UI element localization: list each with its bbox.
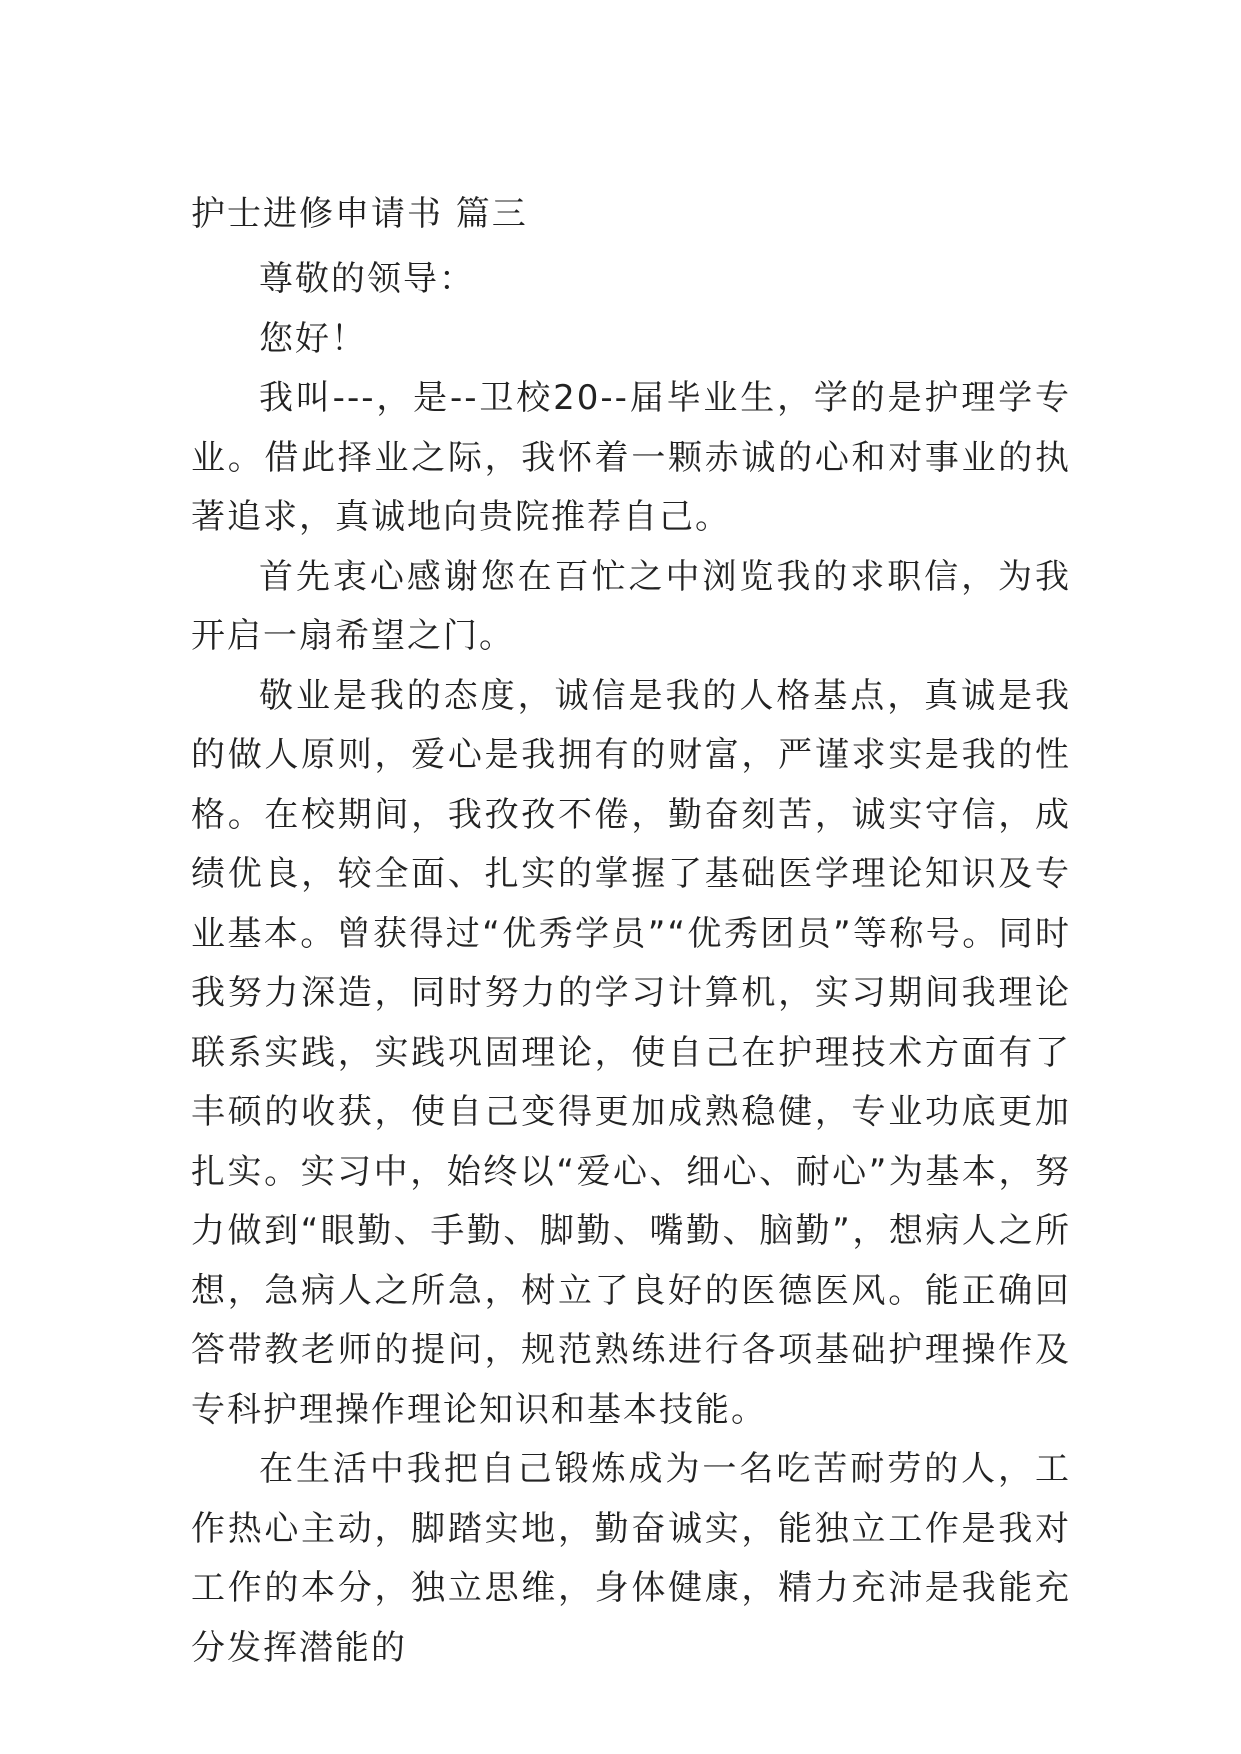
paragraph-qualifications: 敬业是我的态度，诚信是我的人格基点，真诚是我的做人原则，爱心是我拥有的财富，严谨求实是我的性格。在校期间，我孜孜不倦，勤奋刻苦，诚实守信，成绩优良，较全面、扎实的掌握了基础医学理论知识及专业基本。曾获得过“优秀学员”“优秀团员”等称号。同时我努力深造，同时努力的学习计算机，实习期间我理论联系实践，实践巩固理论，使自己在护理技术方面有了丰硕的收获，使自己变得更加成熟稳健，专业功底更加扎实。实习中，始终以“爱心、细心、耐心”为基本，努力做到“眼勤、手勤、脚勤、嘴勤、脑勤”，想病人之所想，急病人之所急，树立了良好的医德医风。能正确回答带教老师的提问，规范熟练进行各项基础护理操作及专科护理操作理论知识和基本技能。 (191, 675, 1071, 1430)
greeting: 您好！ (259, 318, 367, 359)
paragraph-thanks: 首先衷心感谢您在百忙之中浏览我的求职信，为我开启一扇希望之门。 (191, 556, 1071, 656)
document-title: 护士进修申请书 篇三 (191, 194, 528, 234)
paragraph-introduction: 我叫---，是--卫校20--届毕业生，学的是护理学专业。借此择业之际，我怀着一颗赤诚的心和对事业的执著追求，真诚地向贵院推荐自己。 (191, 378, 1071, 537)
paragraph-personal-qualities: 在生活中我把自己锻炼成为一名吃苦耐劳的人，工作热心主动，脚踏实地，勤奋诚实，能独立工作是我对工作的本分，独立思维，身体健康，精力充沛是我能充分发挥潜能的 (191, 1449, 1071, 1668)
salutation: 尊敬的领导： (259, 259, 475, 299)
document-body (191, 190, 1071, 1678)
